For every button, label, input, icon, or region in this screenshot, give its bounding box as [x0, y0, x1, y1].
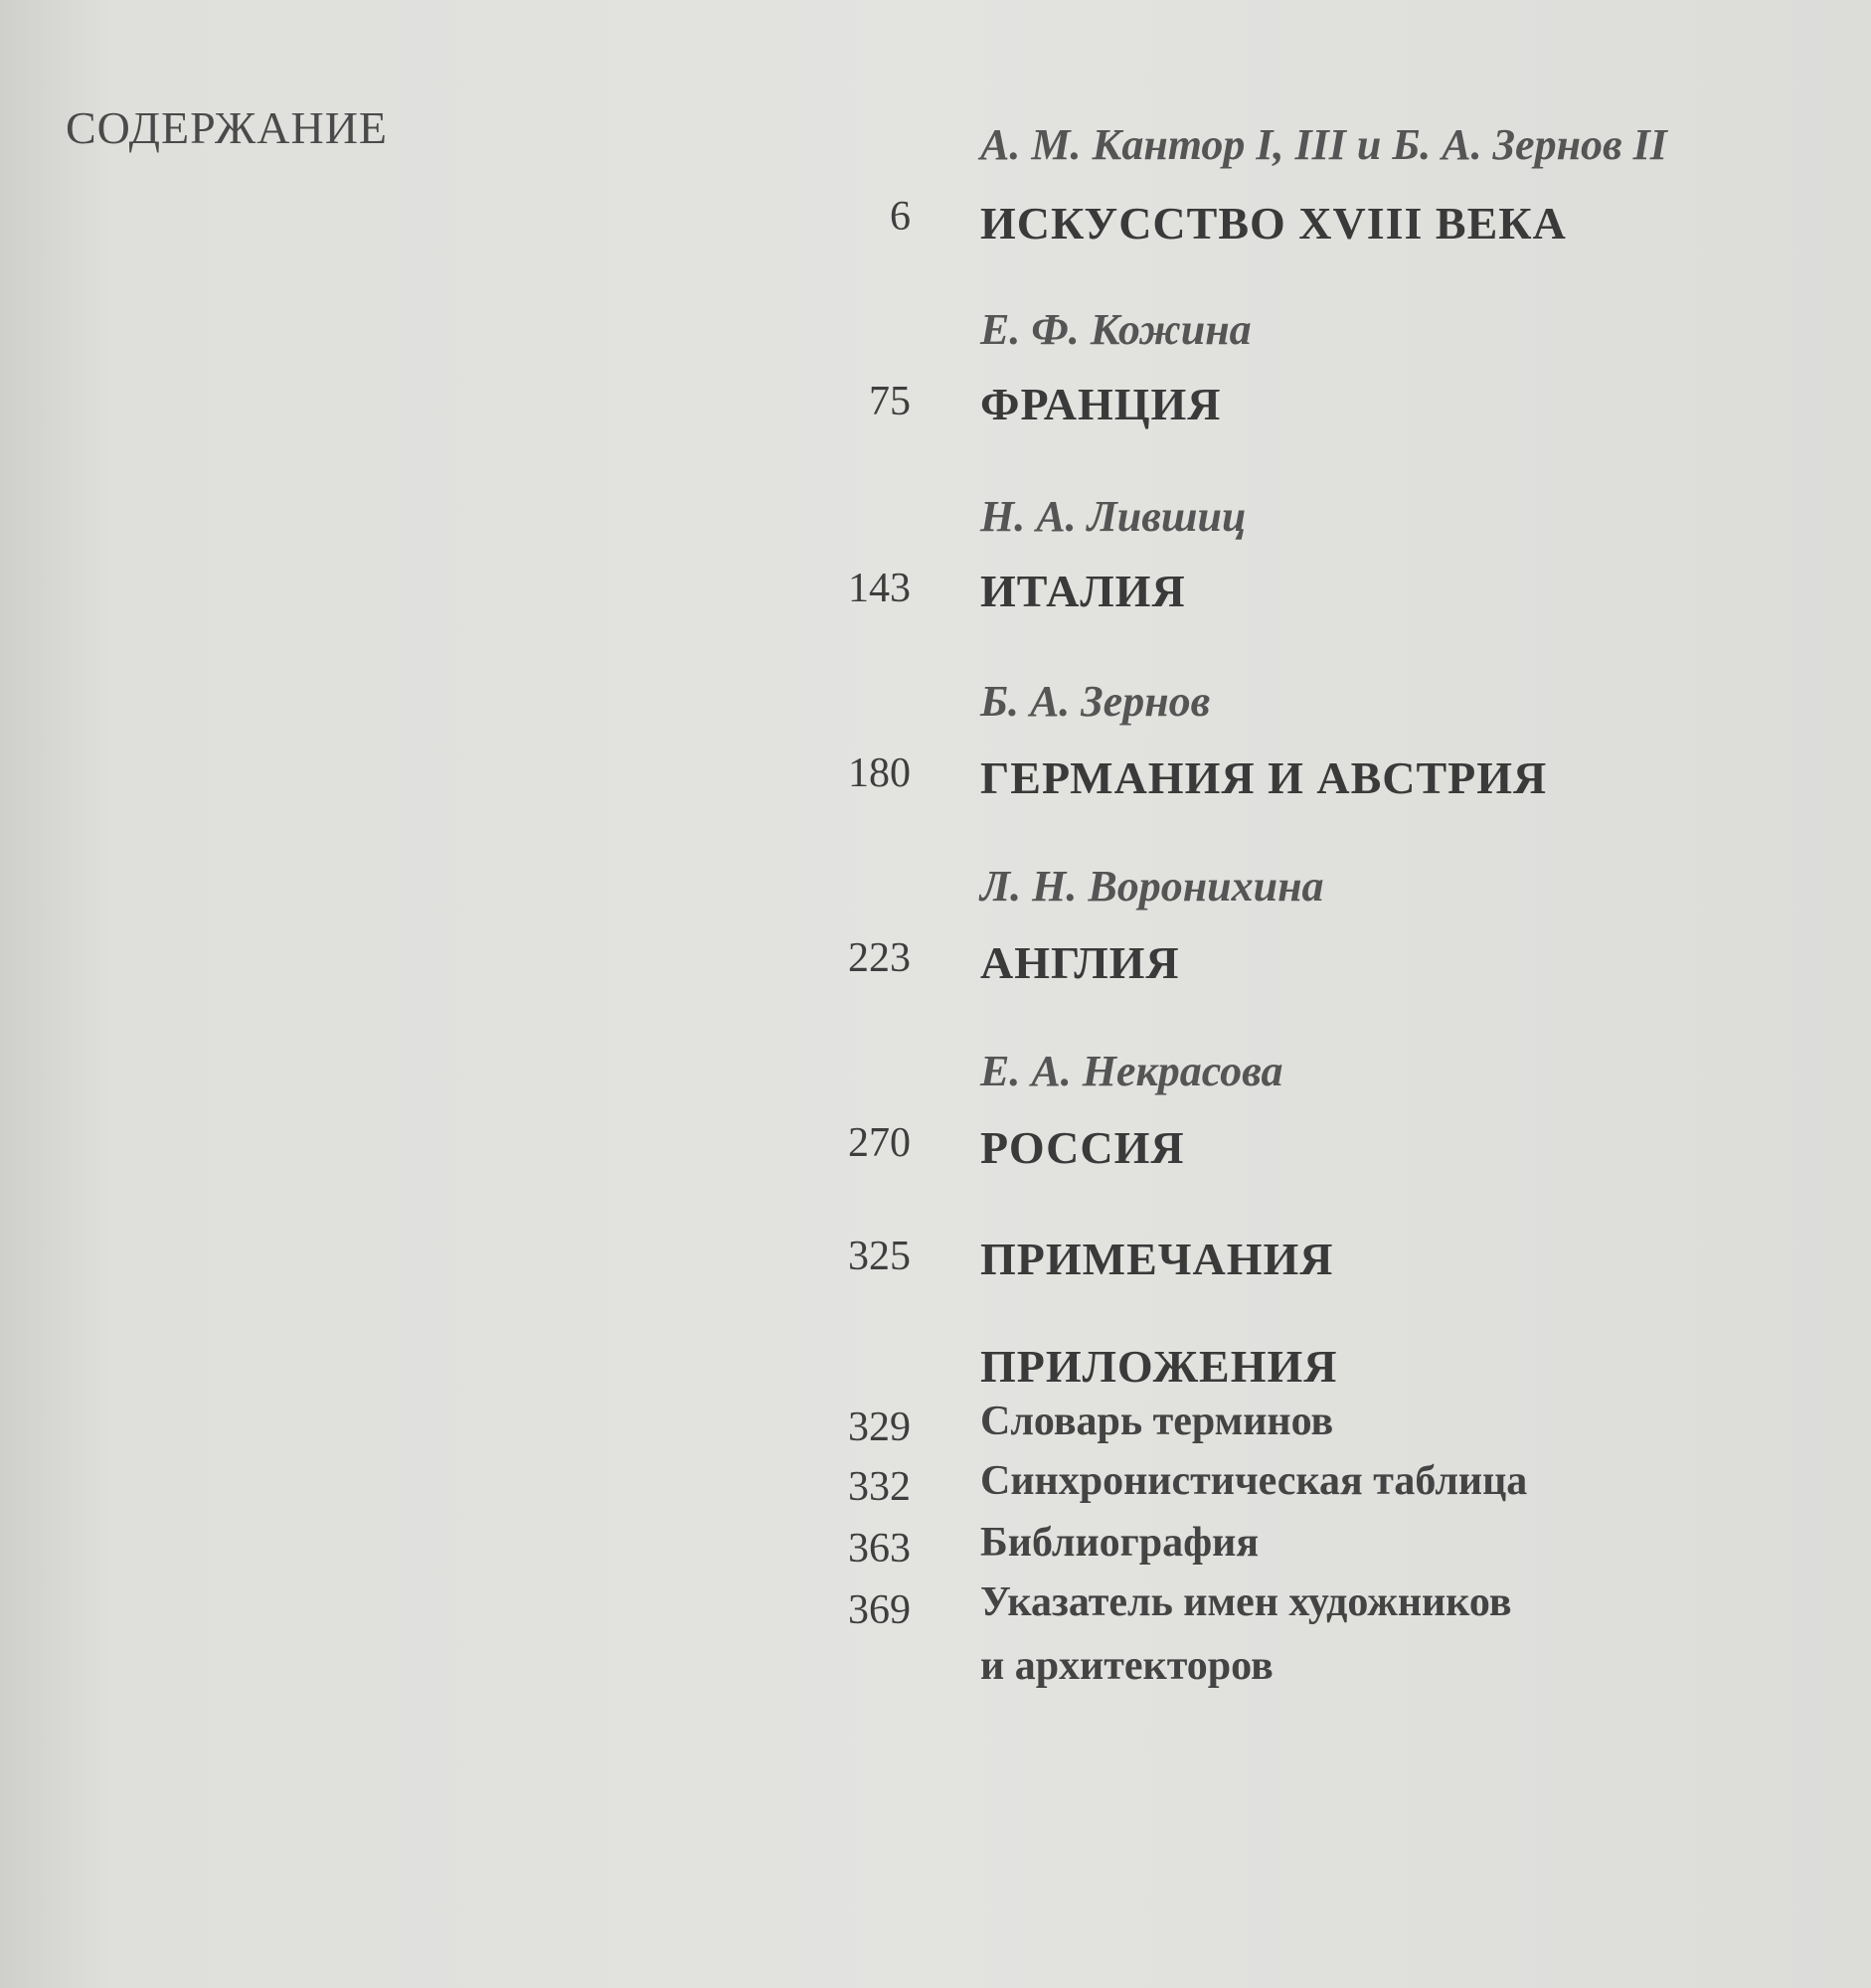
- entry-page-number: 75: [869, 379, 911, 424]
- entry-title: РОССИЯ: [980, 1122, 1185, 1173]
- entry-page-number: 270: [848, 1120, 911, 1166]
- appendix-item: Указатель имен художников: [980, 1579, 1512, 1625]
- appendix-page-number: 332: [848, 1464, 911, 1510]
- appendix-item: Словарь терминов: [980, 1399, 1334, 1444]
- entry-title: АНГЛИЯ: [980, 937, 1180, 988]
- appendix-page-number: 369: [848, 1587, 911, 1633]
- entry-title: ПРИМЕЧАНИЯ: [980, 1234, 1334, 1284]
- toc-heading: СОДЕРЖАНИЕ: [66, 102, 389, 153]
- entry-title: ФРАНЦИЯ: [980, 379, 1222, 429]
- entry-author: А. М. Кантор I, III и Б. А. Зернов II: [980, 120, 1667, 169]
- appendix-page-number: 363: [848, 1526, 911, 1572]
- entry-author: Б. А. Зернов: [980, 677, 1211, 726]
- entry-page-number: 223: [848, 935, 911, 981]
- entry-title: ГЕРМАНИЯ И АВСТРИЯ: [980, 752, 1548, 803]
- entry-page-number: 325: [848, 1234, 911, 1279]
- entry-author: Н. А. Лившиц: [980, 492, 1247, 541]
- entry-author: Е. А. Некрасова: [980, 1047, 1283, 1095]
- entry-page-number: 143: [848, 566, 911, 611]
- entry-title: ИСКУССТВО XVIII ВЕКА: [980, 198, 1567, 248]
- entry-page-number: 180: [848, 750, 911, 796]
- appendix-title: ПРИЛОЖЕНИЯ: [980, 1341, 1338, 1392]
- appendix-item-continuation: и архитекторов: [980, 1643, 1274, 1689]
- entry-author: Е. Ф. Кожина: [980, 305, 1252, 354]
- entry-author: Л. Н. Воронихина: [980, 862, 1324, 911]
- appendix-page-number: 329: [848, 1405, 911, 1450]
- entry-title: ИТАЛИЯ: [980, 566, 1186, 616]
- appendix-item: Синхронистическая таблица: [980, 1458, 1528, 1504]
- appendix-item: Библиография: [980, 1520, 1260, 1566]
- entry-page-number: 6: [890, 194, 911, 240]
